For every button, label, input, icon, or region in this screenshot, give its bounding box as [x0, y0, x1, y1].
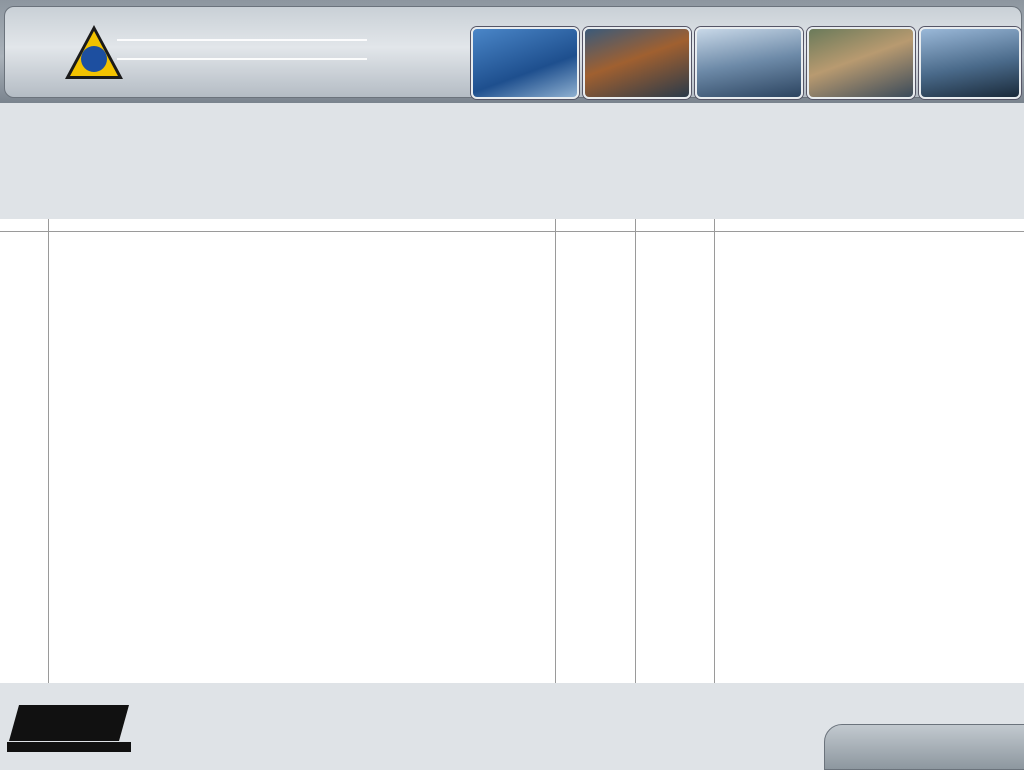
aim-tagline — [7, 742, 131, 752]
col-divider — [635, 219, 636, 683]
jet-photo — [471, 27, 579, 99]
gantt-chart — [715, 219, 1024, 683]
navair-logo — [824, 724, 1024, 770]
header-banner — [0, 0, 1024, 103]
col-divider — [555, 219, 556, 683]
submarine-photo — [919, 27, 1021, 99]
org-rule-top — [117, 39, 367, 41]
pilot-photo — [583, 27, 691, 99]
nawc-logo — [63, 23, 125, 83]
org-rule-bottom — [117, 58, 367, 60]
header-panel — [4, 6, 1022, 98]
col-divider — [48, 219, 49, 683]
gantt-bars — [715, 219, 1024, 683]
sailors-photo — [807, 27, 915, 99]
ship-photo — [695, 27, 803, 99]
